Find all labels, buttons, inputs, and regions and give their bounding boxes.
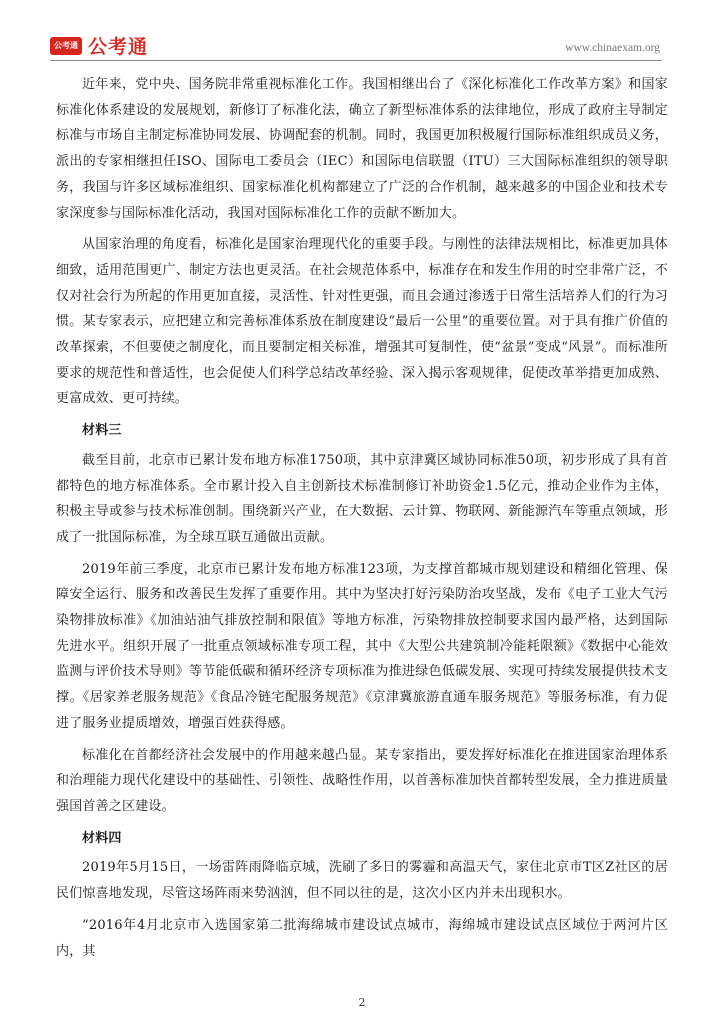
section-heading: 材料三	[82, 423, 122, 439]
document-body	[56, 72, 668, 970]
paragraph: “2016年4月北京市入选国家第二批海绵城市建设试点城市，海绵城市建设试点区域位于两河片区内，其	[56, 917, 668, 959]
logo-text: 公考通	[88, 36, 149, 58]
logo-badge: 公考通	[50, 37, 82, 55]
logo[interactable]	[50, 32, 148, 59]
site-url[interactable]: www.chinaexam.org	[565, 42, 660, 54]
paragraph: 2019年5月15日，一场雷阵雨降临京城，洗刷了多日的雾霾和高温天气，家住北京市T区Z社区的居民们惊喜地发现，尽管这场阵雨来势汹汹，但不同以往的是，这次小区内并未出现积水。	[56, 860, 668, 902]
paragraph: 标准化在首都经济社会发展中的作用越来越凸显。某专家指出，要发挥好标准化在推进国家治理体系和治理能力现代化建设中的基础性、引领性、战略性作用，以首善标准加快首都转型发展，全力推进质量强国首善之区建设。	[56, 747, 668, 814]
page-number: 2	[358, 996, 366, 1009]
section-heading: 材料四	[82, 830, 122, 846]
page-header	[50, 26, 662, 61]
paragraph: 截至目前，北京市已累计发布地方标准1750项，其中京津冀区域协同标准50项，初步形成了具有首都特色的地方标准体系。全市累计投入自主创新技术标准制修订补助资金1.5亿元，推动企业作为主体，积极主导或参与技术标准创制。围绕新兴产业，在大数据、云计算、物联网、新能源汽车等重点领域，形成了一批国际标准，为全球互联互通做出贡献。	[56, 452, 668, 545]
paragraph: 从国家治理的角度看，标准化是国家治理现代化的重要手段。与刚性的法律法规相比，标准更加具体细致，适用范围更广、制定方法也更灵活。在社会规范体系中，标准存在和发生作用的时空非常广泛，不仅对社会行为所起的作用更加直接，灵活性、针对性更强，而且会通过渗透于日常生活培养人们的行为习惯。某专家表示，应把建立和完善标准体系放在制度建设“最后一公里”的重要位置。对于具有推广价值的改革探索，不但要使之制度化，而且要制定相关标准，增强其可复制性，使“盆景”变成“风景”。而标准所要求的规范性和普适性，也会促使人们科学总结改革经验、深入揭示客观规律，促使改革举措更加成熟、更富成效、更可持续。	[56, 237, 668, 407]
paragraph: 近年来，党中央、国务院非常重视标准化工作。我国相继出台了《深化标准化工作改革方案》和国家标准化体系建设的发展规划，新修订了标准化法，确立了新型标准体系的法律地位，形成了政府主导制定标准与市场自主制定标准协同发展、协调配套的机制。同时，我国更加积极履行国际标准组织成员义务，派出的专家相继担任ISO、国际电工委员会（IEC）和国际电信联盟（ITU）三大国际标准组织的领导职务，我国与许多区域标准组织、国家标准化机构都建立了广泛的合作机制，越来越多的中国企业和技术专家深度参与国际标准化活动，我国对国际标准化工作的贡献不断加大。	[56, 77, 668, 221]
paragraph: 2019年前三季度，北京市已累计发布地方标准123项，为支撑首都城市规划建设和精细化管理、保障安全运行、服务和改善民生发挥了重要作用。其中为坚决打好污染防治攻坚战，发布《电子工业大气污染物排放标准》《加油站油气排放控制和限值》等地方标准，污染物排放控制要求国内最严格，达到国际先进水平。组织开展了一批重点领域标准专项工程，其中《大型公共建筑制冷能耗限额》《数据中心能效监测与评价技术导则》等节能低碳和循环经济专项标准为推进绿色低碳发展、实现可持续发展提供技术支撑。《居家养老服务规范》《食品冷链宅配服务规范》《京津冀旅游直通车服务规范》等服务标准，有力促进了服务业提质增效，增强百姓获得感。	[56, 561, 668, 731]
